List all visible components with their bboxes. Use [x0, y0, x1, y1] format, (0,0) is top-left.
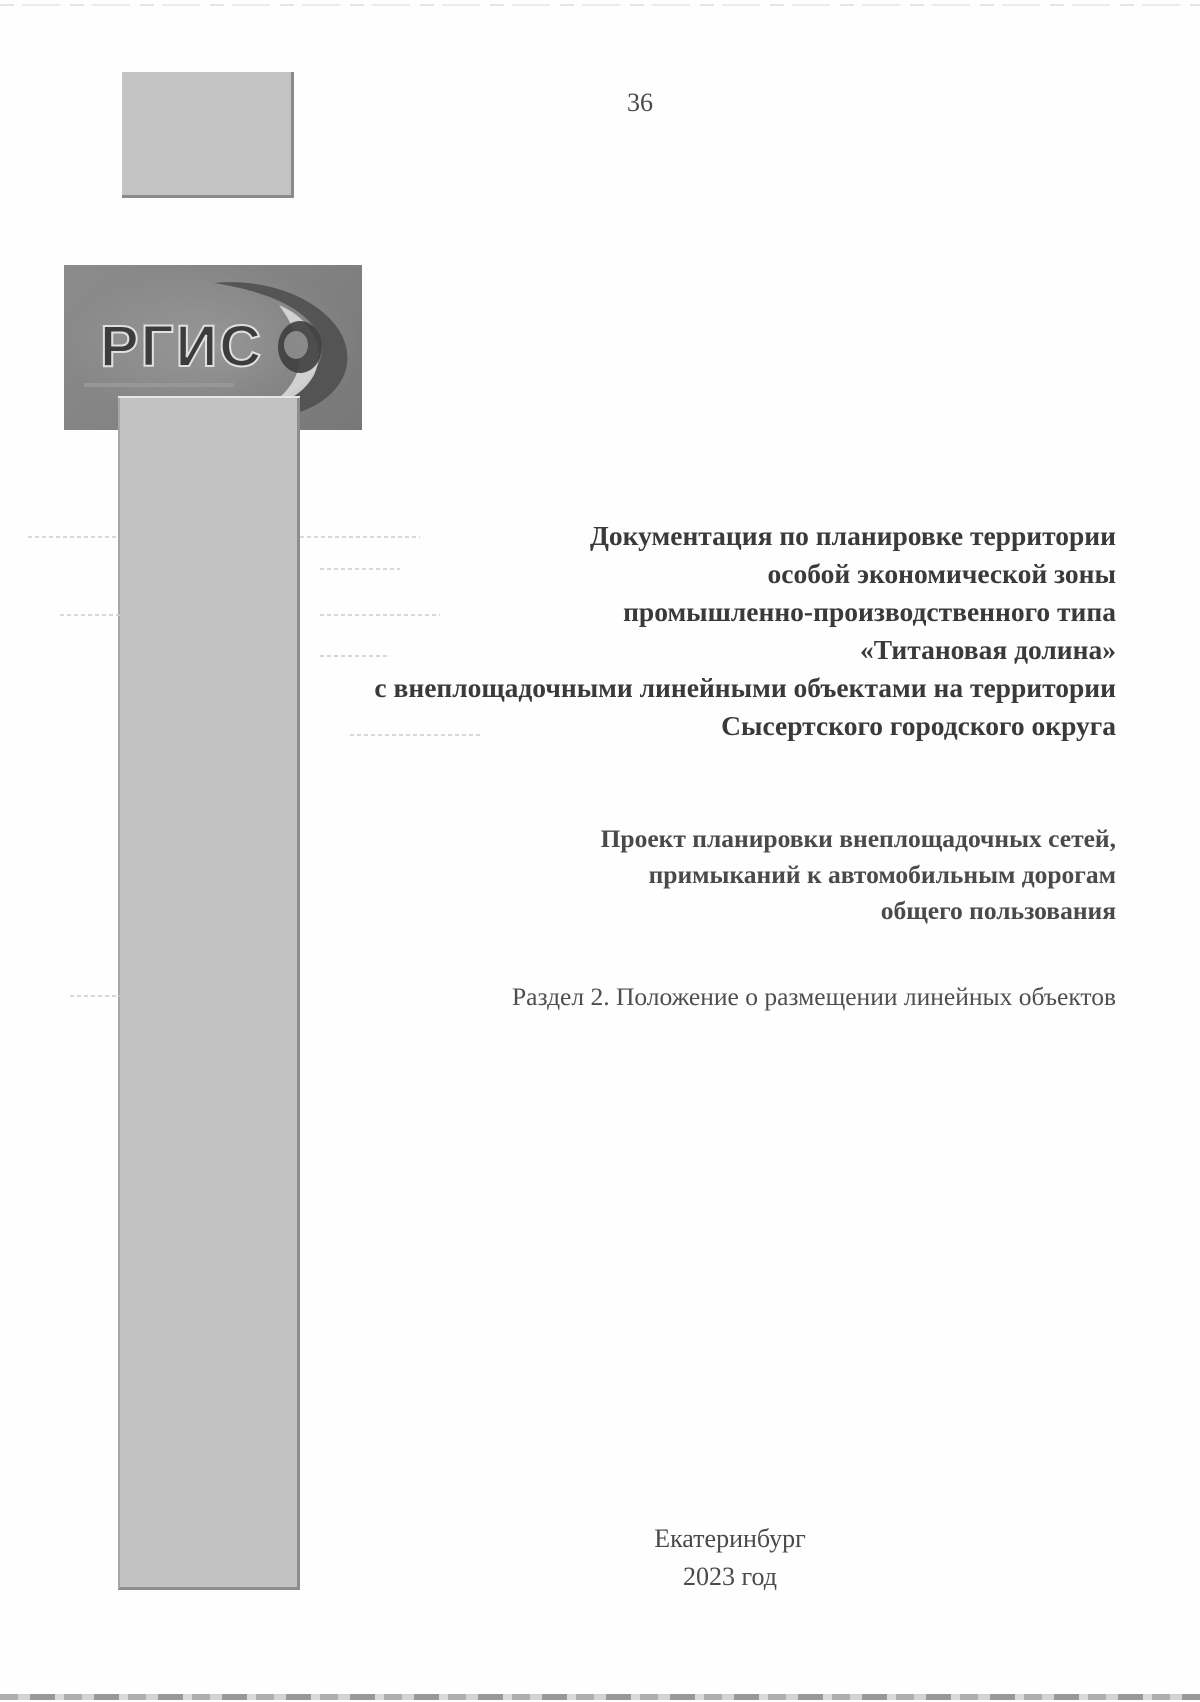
title-line: «Титановая долина»: [859, 634, 1116, 665]
scan-edge-top: [0, 4, 1200, 6]
document-footer: [580, 1520, 880, 1596]
page-number: 36: [627, 88, 653, 117]
title-line: Документация по планировке территории: [590, 520, 1116, 551]
scan-edge-bottom: [0, 1694, 1200, 1700]
section-heading: Раздел 2. Положение о размещении линейных объектов: [511, 982, 1116, 1011]
scan-noise: [70, 995, 120, 997]
scan-noise: [60, 614, 120, 616]
title-line: промышленно-производственного типа: [623, 596, 1116, 627]
title-line: с внеплощадочными линейными объектами на территории: [374, 672, 1116, 703]
document-title: [236, 517, 1116, 745]
document-subtitle: [416, 821, 1116, 929]
title-line: особой экономической зоны: [767, 558, 1116, 589]
subtitle-line: Проект планировки внеплощадочных сетей,: [600, 824, 1116, 853]
logo-text: РГИС: [100, 314, 264, 379]
decorative-gray-box: [122, 72, 294, 198]
footer-year: 2023 год: [683, 1562, 777, 1591]
footer-city: Екатеринбург: [654, 1524, 806, 1553]
subtitle-line: примыканий к автомобильным дорогам: [648, 860, 1116, 889]
title-line: Сысертского городского округа: [721, 710, 1116, 741]
subtitle-line: общего пользования: [880, 896, 1116, 925]
scan-noise: [28, 536, 118, 538]
